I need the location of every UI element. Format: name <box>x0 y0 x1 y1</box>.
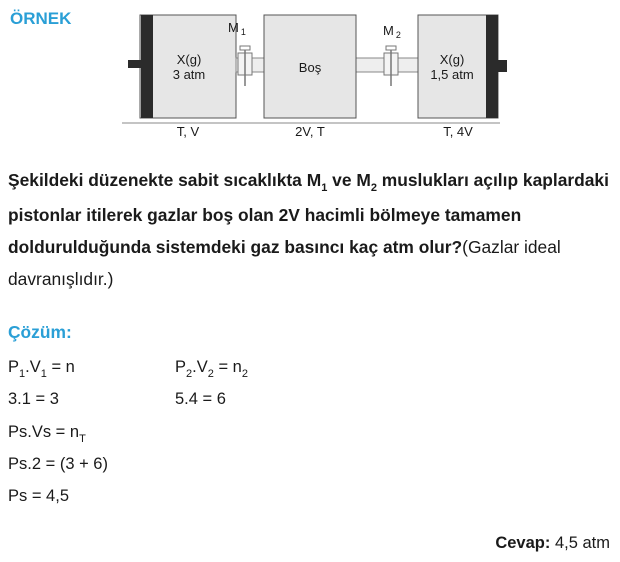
middle-condition: 2V, T <box>295 124 325 139</box>
right-piston <box>486 15 498 118</box>
valve-m2-label: M $_2$ <box>383 23 401 40</box>
right-gas-label <box>418 52 486 82</box>
answer-label: Cevap: <box>495 534 551 552</box>
right-gas-pressure: 1,5 atm <box>430 67 474 82</box>
right-gas-name: X(g) <box>439 52 465 67</box>
solution-line-2a: 3.1 = 3 <box>8 390 59 408</box>
solution-title: Çözüm: <box>8 322 72 342</box>
left-piston-rod <box>128 60 142 68</box>
solution-line-5: Ps = 4,5 <box>8 487 69 505</box>
answer <box>495 534 610 553</box>
left-gas-label <box>153 52 225 82</box>
answer-value: 4,5 atm <box>550 534 610 552</box>
example-label: ÖRNEK <box>10 9 72 28</box>
valve-m2-icon <box>384 46 398 86</box>
left-gas-name: X(g) <box>176 52 202 67</box>
question-text: Şekildeki düzenekte sabit sıcaklıkta $M_1$ ve $M_2$ muslukları açılıp kaplardaki pistonlar itilerek gazlar boş olan 2V hacimli bölmeye tamamen doldurulduğunda sistemdeki gaz basıncı kaç atm olur?(Gazlar ideal davranışlıdır.) <box>8 170 609 289</box>
valve-m1-icon <box>238 46 252 86</box>
right-condition: T, 4V <box>443 124 473 139</box>
question-note: (Gazlar ideal davranışlıdır.) <box>8 237 561 289</box>
left-gas-pressure: 3 atm <box>172 67 206 82</box>
right-piston-rod <box>497 60 507 72</box>
solution-line-2b: 5.4 = 6 <box>175 390 226 408</box>
left-condition: T, V <box>176 124 200 139</box>
solution-line-4: Ps.2 = (3 + 6) <box>8 455 108 473</box>
valve-m1-label: M $_1$ <box>228 20 246 37</box>
solution-line-3: $Ps.Vs = n_T$ <box>8 423 86 445</box>
solution-line-1b: $P_2.V_2 = n_2$ <box>175 358 248 380</box>
left-piston <box>141 15 153 118</box>
solution-line-1a: $P_1.V_1 = n$ <box>8 358 75 380</box>
middle-vessel-label: Boş <box>298 60 322 75</box>
